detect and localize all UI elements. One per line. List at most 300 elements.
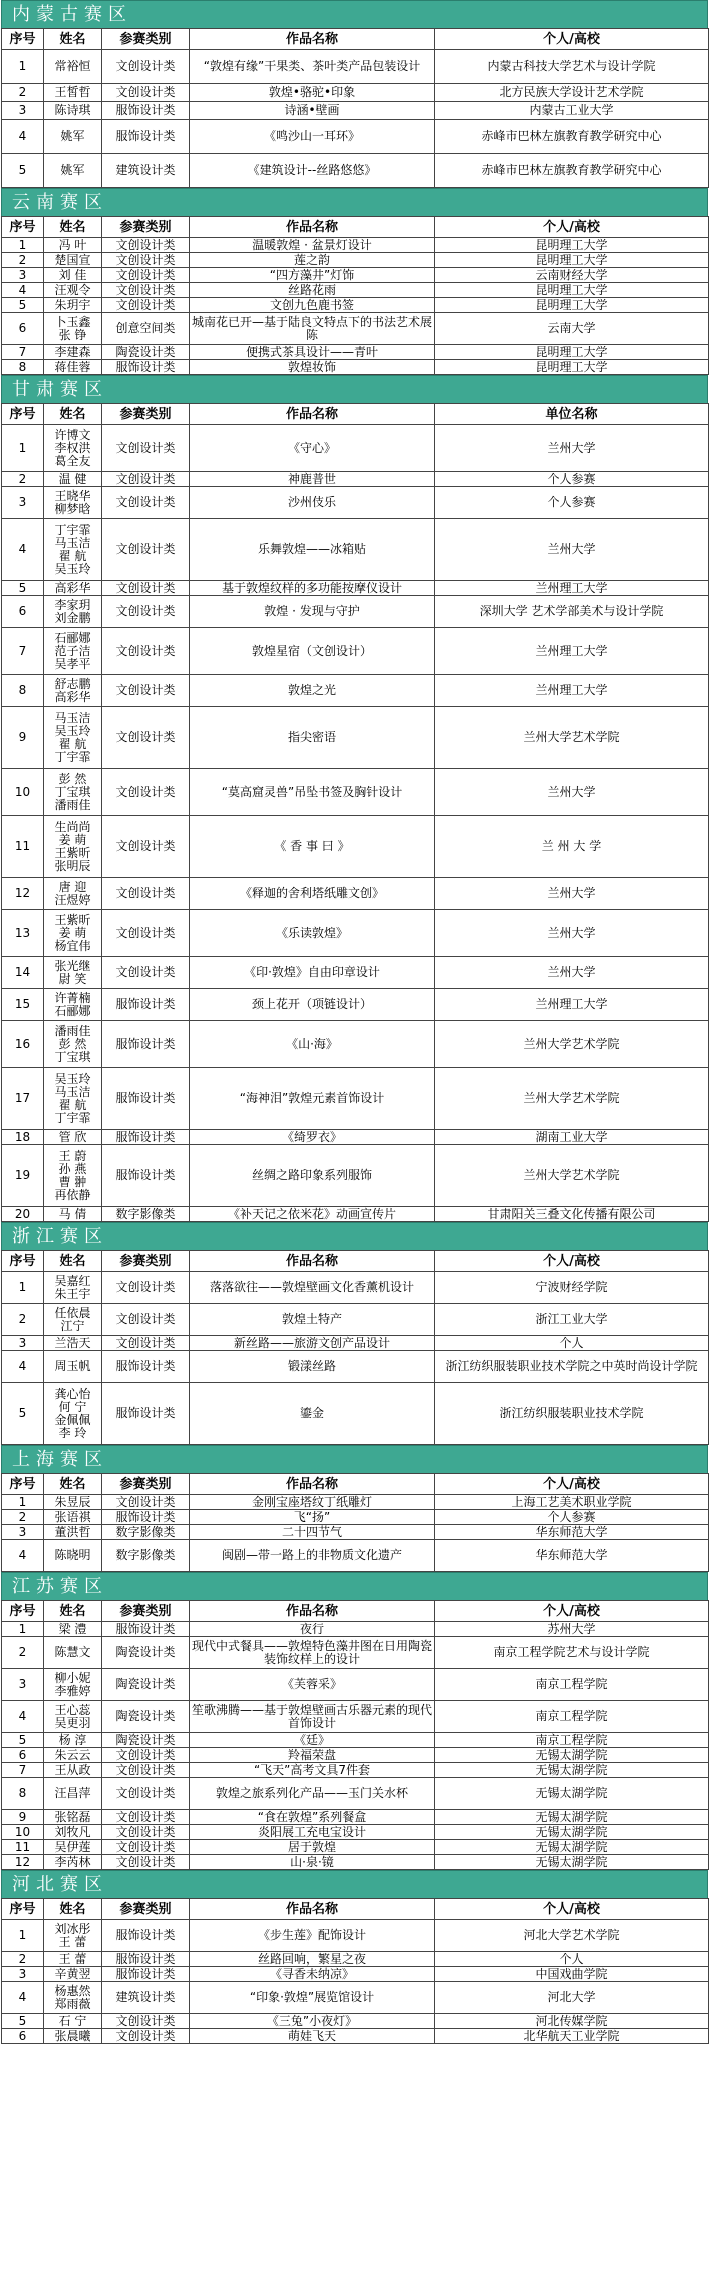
work-title: 沙州伎乐 [190, 487, 435, 519]
table-row [2, 957, 709, 989]
participant-names: 辛黄翌 [44, 1967, 102, 1982]
entries-table [1, 1898, 709, 2044]
work-title: 《建筑设计--丝路悠悠》 [190, 154, 435, 188]
entry-category: 服饰设计类 [102, 1068, 190, 1130]
table-row [2, 1351, 709, 1383]
work-title: 《守心》 [190, 425, 435, 472]
table-header-row [2, 29, 709, 50]
work-title: 二十四节气 [190, 1525, 435, 1540]
school-name: 南京工程学院艺术与设计学院 [435, 1637, 709, 1669]
school-name: 北华航天工业学院 [435, 2029, 709, 2044]
table-row [2, 84, 709, 102]
row-number: 1 [2, 238, 44, 253]
school-name: 无锡太湖学院 [435, 1855, 709, 1870]
entry-category: 文创设计类 [102, 298, 190, 313]
school-name: 昆明理工大学 [435, 283, 709, 298]
table-row [2, 298, 709, 313]
row-number: 19 [2, 1145, 44, 1207]
table-row [2, 2014, 709, 2029]
participant-names: 龚心怡 何 宁 金佩佩 李 玲 [44, 1383, 102, 1445]
school-name: 赤峰市巴林左旗教育教学研究中心 [435, 154, 709, 188]
entry-category: 陶瓷设计类 [102, 1733, 190, 1748]
school-name: 个人参赛 [435, 1510, 709, 1525]
row-number: 14 [2, 957, 44, 989]
school-name: 个人 [435, 1952, 709, 1967]
region-title: 江苏赛区 [1, 1572, 708, 1600]
row-number: 4 [2, 1540, 44, 1572]
entry-category: 文创设计类 [102, 1763, 190, 1778]
work-title: 萌娃飞天 [190, 2029, 435, 2044]
work-title: 夜行 [190, 1622, 435, 1637]
column-header: 姓名 [44, 1251, 102, 1272]
school-name: 兰 州 大 学 [435, 816, 709, 878]
column-header: 个人/高校 [435, 217, 709, 238]
participant-names: 汪观令 [44, 283, 102, 298]
participant-names: 高彩华 [44, 581, 102, 596]
entry-category: 陶瓷设计类 [102, 1669, 190, 1701]
participant-names: 王 蔚 孙 燕 曹 翀 再依静 [44, 1145, 102, 1207]
participant-names: 杨 淳 [44, 1733, 102, 1748]
column-header: 个人/高校 [435, 1474, 709, 1495]
entry-category: 服饰设计类 [102, 120, 190, 154]
entry-category: 文创设计类 [102, 425, 190, 472]
work-title: 鎏金 [190, 1383, 435, 1445]
row-number: 20 [2, 1207, 44, 1222]
school-name: 深圳大学 艺术学部美术与设计学院 [435, 596, 709, 628]
table-row [2, 2029, 709, 2044]
participant-names: 李家玥 刘金鹏 [44, 596, 102, 628]
row-number: 12 [2, 878, 44, 910]
entry-category: 创意空间类 [102, 313, 190, 345]
column-header: 作品名称 [190, 1474, 435, 1495]
table-row [2, 769, 709, 816]
participant-names: 张晨曦 [44, 2029, 102, 2044]
column-header: 参赛类别 [102, 404, 190, 425]
entry-category: 文创设计类 [102, 1810, 190, 1825]
work-title: 笙歌沸腾——基于敦煌壁画古乐器元素的现代首饰设计 [190, 1701, 435, 1733]
row-number: 12 [2, 1855, 44, 1870]
table-row [2, 910, 709, 957]
entry-category: 文创设计类 [102, 816, 190, 878]
column-header: 参赛类别 [102, 1601, 190, 1622]
column-header: 个人/高校 [435, 29, 709, 50]
region-section [1, 1445, 708, 1572]
row-number: 5 [2, 581, 44, 596]
work-title: 敦煌土特产 [190, 1304, 435, 1336]
participant-names: 楚国宣 [44, 253, 102, 268]
entry-category: 文创设计类 [102, 283, 190, 298]
column-header: 姓名 [44, 1899, 102, 1920]
table-row [2, 1763, 709, 1778]
table-header-row [2, 404, 709, 425]
school-name: 中国戏曲学院 [435, 1967, 709, 1982]
row-number: 3 [2, 487, 44, 519]
work-title: 敦煌•骆驼•印象 [190, 84, 435, 102]
school-name: 昆明理工大学 [435, 298, 709, 313]
column-header: 参赛类别 [102, 1899, 190, 1920]
region-section [1, 375, 708, 1222]
table-row [2, 1748, 709, 1763]
work-title: 丝绸之路印象系列服饰 [190, 1145, 435, 1207]
column-header: 单位名称 [435, 404, 709, 425]
work-title: “四方藻井”灯饰 [190, 268, 435, 283]
table-row [2, 1540, 709, 1572]
entry-category: 数字影像类 [102, 1540, 190, 1572]
row-number: 7 [2, 345, 44, 360]
table-row [2, 1701, 709, 1733]
entry-category: 文创设计类 [102, 2014, 190, 2029]
school-name: 兰州大学 [435, 878, 709, 910]
entry-category: 文创设计类 [102, 628, 190, 675]
entry-category: 服饰设计类 [102, 989, 190, 1021]
column-header: 作品名称 [190, 1251, 435, 1272]
row-number: 2 [2, 253, 44, 268]
work-title: 敦煌 · 发现与守护 [190, 596, 435, 628]
entries-table [1, 28, 709, 188]
school-name: 浙江工业大学 [435, 1304, 709, 1336]
table-row [2, 102, 709, 120]
school-name: 华东师范大学 [435, 1540, 709, 1572]
row-number: 9 [2, 707, 44, 769]
school-name: 兰州大学艺术学院 [435, 1021, 709, 1068]
row-number: 8 [2, 1778, 44, 1810]
table-row [2, 1733, 709, 1748]
entry-category: 建筑设计类 [102, 1982, 190, 2014]
work-title: 飞“扬” [190, 1510, 435, 1525]
work-title: 新丝路——旅游文创产品设计 [190, 1336, 435, 1351]
school-name: 昆明理工大学 [435, 238, 709, 253]
table-row [2, 425, 709, 472]
participant-names: 王 蕾 [44, 1952, 102, 1967]
school-name: 兰州理工大学 [435, 581, 709, 596]
work-title: “食在敦煌”系列餐盒 [190, 1810, 435, 1825]
participant-names: 姚军 [44, 154, 102, 188]
participant-names: 刘牧凡 [44, 1825, 102, 1840]
table-row [2, 1304, 709, 1336]
row-number: 5 [2, 1733, 44, 1748]
table-row [2, 1130, 709, 1145]
participant-names: 冯 叶 [44, 238, 102, 253]
participant-names: 朱云云 [44, 1748, 102, 1763]
row-number: 2 [2, 1637, 44, 1669]
region-section [1, 188, 708, 375]
participant-names: 王从政 [44, 1763, 102, 1778]
row-number: 11 [2, 816, 44, 878]
entry-category: 服饰设计类 [102, 1510, 190, 1525]
table-row [2, 313, 709, 345]
participant-names: 舒志鹏 高彩华 [44, 675, 102, 707]
row-number: 8 [2, 675, 44, 707]
school-name: 兰州大学 [435, 910, 709, 957]
row-number: 2 [2, 472, 44, 487]
school-name: 兰州理工大学 [435, 989, 709, 1021]
table-row [2, 487, 709, 519]
work-title: 莲之韵 [190, 253, 435, 268]
table-row [2, 1967, 709, 1982]
work-title: 《寻香未纳凉》 [190, 1967, 435, 1982]
row-number: 4 [2, 1982, 44, 2014]
region-title: 河北赛区 [1, 1870, 708, 1898]
school-name: 个人参赛 [435, 487, 709, 519]
work-title: 《步生莲》配饰设计 [190, 1920, 435, 1952]
entries-table [1, 1600, 709, 1870]
participant-names: 生尚尚 姜 萌 王紫昕 张明辰 [44, 816, 102, 878]
school-name: 无锡太湖学院 [435, 1825, 709, 1840]
work-title: 《山·海》 [190, 1021, 435, 1068]
entry-category: 文创设计类 [102, 1840, 190, 1855]
table-row [2, 816, 709, 878]
entry-category: 服饰设计类 [102, 1920, 190, 1952]
column-header: 作品名称 [190, 29, 435, 50]
school-name: 无锡太湖学院 [435, 1810, 709, 1825]
participant-names: 朱玥宇 [44, 298, 102, 313]
work-title: 敦煌之光 [190, 675, 435, 707]
column-header: 姓名 [44, 217, 102, 238]
entry-category: 文创设计类 [102, 1272, 190, 1304]
school-name: 北方民族大学设计艺术学院 [435, 84, 709, 102]
row-number: 3 [2, 102, 44, 120]
work-title: 羚福荣盘 [190, 1748, 435, 1763]
school-name: 兰州大学艺术学院 [435, 1145, 709, 1207]
work-title: “飞天”高考文具7件套 [190, 1763, 435, 1778]
entry-category: 服饰设计类 [102, 1383, 190, 1445]
participant-names: 朱昱辰 [44, 1495, 102, 1510]
column-header: 作品名称 [190, 1601, 435, 1622]
entry-category: 文创设计类 [102, 472, 190, 487]
participant-names: 石 宁 [44, 2014, 102, 2029]
table-row [2, 596, 709, 628]
participant-names: 许菁楠 石郦娜 [44, 989, 102, 1021]
table-row [2, 1525, 709, 1540]
entry-category: 文创设计类 [102, 84, 190, 102]
table-header-row [2, 1899, 709, 1920]
region-section [1, 0, 708, 188]
work-title: 颈上花开（项链设计） [190, 989, 435, 1021]
column-header: 序号 [2, 29, 44, 50]
school-name: 云南财经大学 [435, 268, 709, 283]
table-row [2, 1920, 709, 1952]
column-header: 姓名 [44, 404, 102, 425]
work-title: 《释迦的舍利塔纸雕文创》 [190, 878, 435, 910]
school-name: 河北传媒学院 [435, 2014, 709, 2029]
school-name: 昆明理工大学 [435, 360, 709, 375]
school-name: 云南大学 [435, 313, 709, 345]
column-header: 序号 [2, 217, 44, 238]
participant-names: 王皙哲 [44, 84, 102, 102]
entry-category: 文创设计类 [102, 1855, 190, 1870]
work-title: 基于敦煌纹样的多功能按摩仪设计 [190, 581, 435, 596]
region-section [1, 1870, 708, 2044]
participant-names: 王心蕊 吴更羽 [44, 1701, 102, 1733]
row-number: 3 [2, 268, 44, 283]
table-row [2, 581, 709, 596]
school-name: 浙江纺织服装职业技术学院 [435, 1383, 709, 1445]
table-row [2, 989, 709, 1021]
participant-names: 许博文 李权洪 葛全友 [44, 425, 102, 472]
entry-category: 服饰设计类 [102, 1351, 190, 1383]
work-title: 锻漾丝路 [190, 1351, 435, 1383]
row-number: 6 [2, 1748, 44, 1763]
participant-names: 王晓华 柳梦晗 [44, 487, 102, 519]
row-number: 15 [2, 989, 44, 1021]
table-row [2, 1336, 709, 1351]
work-title: 乐舞敦煌——冰箱贴 [190, 519, 435, 581]
row-number: 2 [2, 1510, 44, 1525]
entries-table [1, 216, 709, 375]
table-header-row [2, 217, 709, 238]
table-row [2, 1383, 709, 1445]
row-number: 11 [2, 1840, 44, 1855]
row-number: 3 [2, 1669, 44, 1701]
work-title: 神鹿普世 [190, 472, 435, 487]
entry-category: 陶瓷设计类 [102, 345, 190, 360]
entry-category: 数字影像类 [102, 1525, 190, 1540]
column-header: 序号 [2, 1899, 44, 1920]
school-name: 无锡太湖学院 [435, 1763, 709, 1778]
table-row [2, 1021, 709, 1068]
row-number: 10 [2, 1825, 44, 1840]
table-row [2, 268, 709, 283]
work-title: “敦煌有缘”干果类、茶叶类产品包装设计 [190, 50, 435, 84]
column-header: 参赛类别 [102, 29, 190, 50]
work-title: 《三兔”小夜灯》 [190, 2014, 435, 2029]
work-title: 丝路回响，繁星之夜 [190, 1952, 435, 1967]
work-title: 温暖敦煌 · 盆景灯设计 [190, 238, 435, 253]
table-header-row [2, 1474, 709, 1495]
row-number: 4 [2, 1701, 44, 1733]
row-number: 3 [2, 1967, 44, 1982]
table-header-row [2, 1601, 709, 1622]
row-number: 4 [2, 1351, 44, 1383]
award-document [1, 0, 708, 2044]
row-number: 10 [2, 769, 44, 816]
work-title: 指尖密语 [190, 707, 435, 769]
table-row [2, 1825, 709, 1840]
school-name: 无锡太湖学院 [435, 1748, 709, 1763]
row-number: 3 [2, 1336, 44, 1351]
participant-names: 兰浩天 [44, 1336, 102, 1351]
entry-category: 文创设计类 [102, 1495, 190, 1510]
table-row [2, 1840, 709, 1855]
table-row [2, 1510, 709, 1525]
row-number: 5 [2, 154, 44, 188]
participant-names: 温 健 [44, 472, 102, 487]
participant-names: 马 倩 [44, 1207, 102, 1222]
participant-names: 吴玉玲 马玉洁 翟 航 丁宇霏 [44, 1068, 102, 1130]
entry-category: 文创设计类 [102, 769, 190, 816]
school-name: 兰州大学 [435, 519, 709, 581]
school-name: 个人参赛 [435, 472, 709, 487]
row-number: 6 [2, 2029, 44, 2044]
table-row [2, 1272, 709, 1304]
school-name: 华东师范大学 [435, 1525, 709, 1540]
entry-category: 文创设计类 [102, 596, 190, 628]
column-header: 姓名 [44, 1601, 102, 1622]
column-header: 序号 [2, 1474, 44, 1495]
entry-category: 文创设计类 [102, 253, 190, 268]
participant-names: 李芮林 [44, 1855, 102, 1870]
work-title: 丝路花雨 [190, 283, 435, 298]
row-number: 18 [2, 1130, 44, 1145]
school-name: 兰州理工大学 [435, 675, 709, 707]
entry-category: 服饰设计类 [102, 102, 190, 120]
school-name: 南京工程学院 [435, 1669, 709, 1701]
row-number: 13 [2, 910, 44, 957]
participant-names: 张光继 尉 笑 [44, 957, 102, 989]
column-header: 作品名称 [190, 217, 435, 238]
work-title: 《印·敦煌》自由印章设计 [190, 957, 435, 989]
table-row [2, 253, 709, 268]
participant-names: 汪昌萍 [44, 1778, 102, 1810]
school-name: 个人 [435, 1336, 709, 1351]
entry-category: 文创设计类 [102, 957, 190, 989]
row-number: 1 [2, 1920, 44, 1952]
school-name: 兰州大学 [435, 425, 709, 472]
column-header: 姓名 [44, 1474, 102, 1495]
participant-names: 石郦娜 范子洁 吴孝平 [44, 628, 102, 675]
column-header: 作品名称 [190, 1899, 435, 1920]
participant-names: 马玉洁 吴玉玲 翟 航 丁宇霏 [44, 707, 102, 769]
work-title: 《芙蓉采》 [190, 1669, 435, 1701]
region-title: 浙江赛区 [1, 1222, 708, 1250]
table-row [2, 1637, 709, 1669]
column-header: 参赛类别 [102, 1251, 190, 1272]
table-row [2, 1952, 709, 1967]
table-row [2, 1810, 709, 1825]
participant-names: 吴嘉红 朱王宇 [44, 1272, 102, 1304]
entry-category: 文创设计类 [102, 1748, 190, 1763]
table-row [2, 1068, 709, 1130]
participant-names: 潘雨佳 彭 然 丁宝琪 [44, 1021, 102, 1068]
work-title: 《廷》 [190, 1733, 435, 1748]
participant-names: 丁宇霏 马玉洁 翟 航 吴玉玲 [44, 519, 102, 581]
work-title: 诗涵•壁画 [190, 102, 435, 120]
entry-category: 服饰设计类 [102, 1021, 190, 1068]
entry-category: 文创设计类 [102, 1336, 190, 1351]
row-number: 5 [2, 298, 44, 313]
school-name: 内蒙古科技大学艺术与设计学院 [435, 50, 709, 84]
school-name: 南京工程学院 [435, 1733, 709, 1748]
table-row [2, 1982, 709, 2014]
row-number: 1 [2, 50, 44, 84]
entry-category: 文创设计类 [102, 238, 190, 253]
row-number: 1 [2, 1622, 44, 1637]
row-number: 5 [2, 1383, 44, 1445]
participant-names: 唐 迎 汪煜婷 [44, 878, 102, 910]
entry-category: 文创设计类 [102, 50, 190, 84]
entry-category: 文创设计类 [102, 910, 190, 957]
school-name: 兰州大学 [435, 957, 709, 989]
region-title: 云南赛区 [1, 188, 708, 216]
entry-category: 文创设计类 [102, 1825, 190, 1840]
school-name: 无锡太湖学院 [435, 1840, 709, 1855]
column-header: 序号 [2, 1601, 44, 1622]
school-name: 无锡太湖学院 [435, 1778, 709, 1810]
row-number: 4 [2, 519, 44, 581]
row-number: 9 [2, 1810, 44, 1825]
work-title: 闽剧—带一路上的非物质文化遗产 [190, 1540, 435, 1572]
school-name: 浙江纺织服装职业技术学院之中英时尚设计学院 [435, 1351, 709, 1383]
participant-names: 刘 佳 [44, 268, 102, 283]
school-name: 河北大学 [435, 1982, 709, 2014]
work-title: 敦煌星宿（文创设计） [190, 628, 435, 675]
participant-names: 彭 然 丁宝琪 潘雨佳 [44, 769, 102, 816]
school-name: 上海工艺美术职业学院 [435, 1495, 709, 1510]
row-number: 2 [2, 1952, 44, 1967]
work-title: “海神泪”敦煌元素首饰设计 [190, 1068, 435, 1130]
entry-category: 陶瓷设计类 [102, 1701, 190, 1733]
entry-category: 服饰设计类 [102, 360, 190, 375]
